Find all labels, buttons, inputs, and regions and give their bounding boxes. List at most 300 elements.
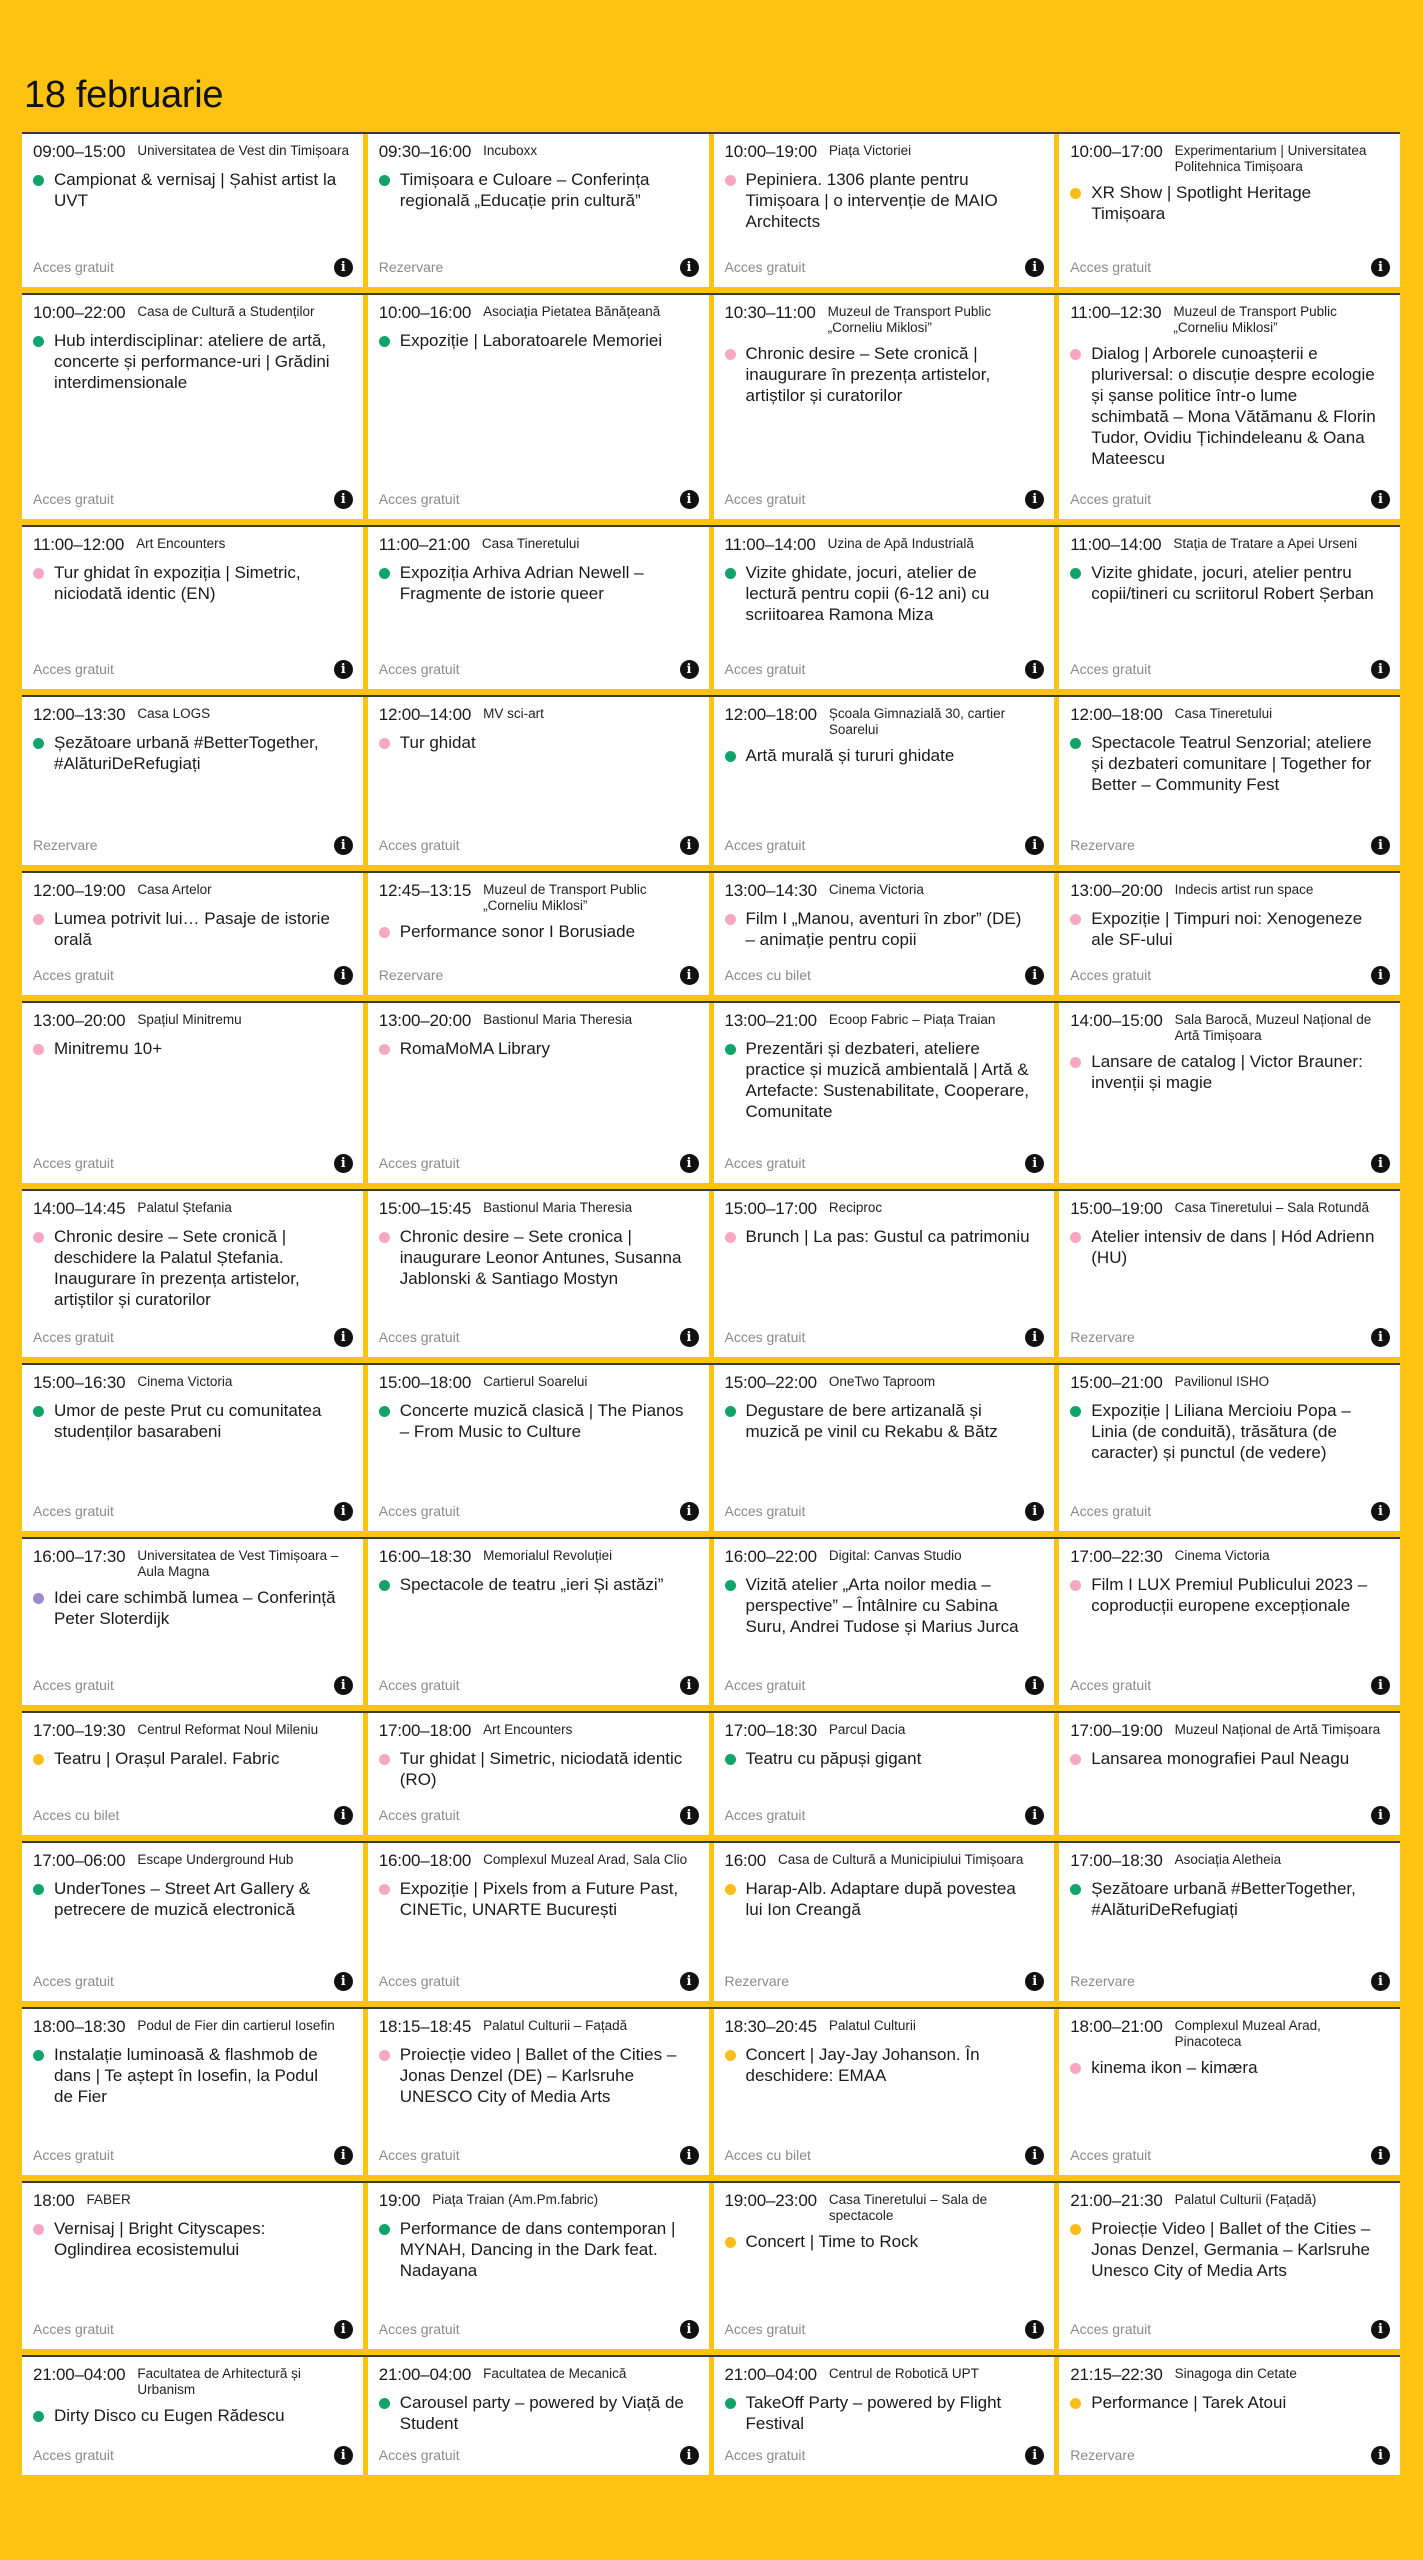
access-label: Rezervare <box>33 837 98 853</box>
event-card[interactable] <box>22 1003 363 1183</box>
event-title[interactable]: Concerte muzică clasică | The Pianos – From Music to Culture <box>399 1401 684 1441</box>
info-icon[interactable]: i <box>680 836 699 855</box>
event-title[interactable]: Spectacole Teatrul Senzorial; ateliere și dezbateri comunitare | Together for Better – Community Fest <box>1091 733 1372 794</box>
event-title-line <box>379 2044 699 2107</box>
event-title[interactable]: Performance | Tarek Atoui <box>1091 2393 1287 2412</box>
info-icon[interactable]: i <box>680 1502 699 1521</box>
access-label: Acces gratuit <box>33 2147 114 2163</box>
event-header <box>1070 1199 1390 1219</box>
event-card[interactable] <box>714 1713 1055 1835</box>
event-row <box>22 1711 1400 1835</box>
event-card[interactable] <box>714 2009 1055 2175</box>
event-header <box>379 1721 699 1741</box>
category-dot-icon <box>379 1232 390 1243</box>
event-title[interactable]: Proiecție Video | Ballet of the Cities – Jonas Denzel, Germania – Karlsruhe Unesco City of Media Arts <box>1091 2219 1371 2280</box>
event-venue: Casa LOGS <box>137 706 211 721</box>
event-card[interactable] <box>368 527 709 689</box>
event-header <box>725 1373 1045 1393</box>
event-title[interactable]: RomaMoMA Library <box>399 1039 550 1058</box>
info-icon[interactable]: i <box>680 1154 699 1173</box>
event-title[interactable]: Idei care schimbă lumea – Conferință Peter Sloterdijk <box>54 1588 336 1628</box>
event-title[interactable]: Expoziție | Timpuri noi: Xenogeneze ale SF-ului <box>1091 909 1363 949</box>
info-icon[interactable]: i <box>1371 1154 1390 1173</box>
info-icon[interactable]: i <box>1371 2446 1390 2465</box>
event-card[interactable] <box>1059 2183 1400 2349</box>
event-title[interactable]: Teatru cu păpuși gigant <box>745 1749 922 1768</box>
event-title-line <box>379 2218 699 2281</box>
event-card[interactable] <box>22 1191 363 1357</box>
event-title[interactable]: Tur ghidat în expoziția | Simetric, niciodată identic (EN) <box>54 563 301 603</box>
event-time: 18:30–20:45 <box>724 2017 817 2036</box>
event-row <box>22 1363 1400 1531</box>
event-title[interactable]: Timișoara e Culoare – Conferința regională „Educație prin cultură” <box>399 170 650 210</box>
event-title[interactable]: kinema ikon – kimæra <box>1091 2058 1258 2077</box>
info-icon[interactable]: i <box>334 966 353 985</box>
event-title[interactable]: Film I LUX Premiul Publicului 2023 – coproducții europene excepționale <box>1091 1575 1368 1615</box>
event-card[interactable] <box>714 1843 1055 2001</box>
event-venue: Sinagoga din Cetate <box>1174 2366 1297 2381</box>
event-title-line <box>33 562 353 604</box>
event-card[interactable] <box>1059 1365 1400 1531</box>
info-icon[interactable]: i <box>1371 1972 1390 1991</box>
info-icon[interactable]: i <box>1371 2320 1390 2339</box>
event-card[interactable] <box>368 1003 709 1183</box>
info-icon[interactable]: i <box>1025 1502 1044 1521</box>
info-icon[interactable]: i <box>680 1806 699 1825</box>
info-icon[interactable]: i <box>680 1328 699 1347</box>
event-header <box>1070 2365 1390 2385</box>
info-icon[interactable]: i <box>1025 2320 1044 2339</box>
access-label: Acces gratuit <box>724 1329 806 1345</box>
event-title-line <box>379 1226 699 1289</box>
info-icon[interactable]: i <box>1371 836 1390 855</box>
event-title[interactable]: Expoziție | Liliana Mercioiu Popa – Linia (de conduită), trăsătura (de caracter) și punctul (de vedere) <box>1091 1401 1351 1462</box>
event-header <box>379 881 699 914</box>
event-title[interactable]: Hub interdisciplinar: ateliere de artă, concerte și performance-uri | Grădini interdimensionale <box>54 331 330 392</box>
event-title[interactable]: Vizită atelier „Arta noilor media – perspective” – Întâlnire cu Sabina Suru, Andrei Tudose și Marius Jurca <box>745 1575 1019 1636</box>
event-venue: Palatul Ștefania <box>137 1200 232 1215</box>
event-title[interactable]: Tur ghidat | Simetric, niciodată identic (RO) <box>399 1749 683 1789</box>
event-card[interactable] <box>22 2357 363 2475</box>
info-icon[interactable]: i <box>680 660 699 679</box>
access-label: Rezervare <box>1070 837 1135 853</box>
event-title-line <box>725 2392 1045 2434</box>
event-venue: Casa Tineretului <box>481 536 580 551</box>
event-header <box>1070 1547 1390 1567</box>
event-header <box>725 1547 1045 1567</box>
event-header <box>1070 1851 1390 1871</box>
event-title[interactable]: Chronic desire – Sete cronică | inaugurare în prezența artistelor, artiștilor și curatorilor <box>745 344 991 405</box>
event-title[interactable]: Vizite ghidate, jocuri, atelier de lectură pentru copii (6-12 ani) cu scriitoarea Ramona Miza <box>745 563 990 624</box>
access-label: Acces gratuit <box>724 661 806 677</box>
info-icon[interactable]: i <box>1371 966 1390 985</box>
info-icon[interactable]: i <box>1371 1806 1390 1825</box>
event-title[interactable]: UnderTones – Street Art Gallery & petrecere de muzică electronică <box>54 1879 311 1919</box>
event-card[interactable] <box>368 2183 709 2349</box>
event-venue: Casa de Cultură a Studenților <box>137 304 315 319</box>
event-card[interactable] <box>368 134 709 287</box>
event-title[interactable]: Dirty Disco cu Eugen Rădescu <box>54 2406 285 2425</box>
event-card[interactable] <box>22 1713 363 1835</box>
event-title[interactable]: Expoziția Arhiva Adrian Newell – Fragmente de istorie queer <box>399 563 644 603</box>
access-label: Acces gratuit <box>378 2147 460 2163</box>
event-card[interactable] <box>22 2009 363 2175</box>
info-icon[interactable]: i <box>680 2446 699 2465</box>
event-title-line <box>725 2044 1045 2086</box>
event-title[interactable]: Artă murală și tururi ghidate <box>745 746 955 765</box>
event-time: 15:00–22:00 <box>724 1373 817 1392</box>
info-icon[interactable]: i <box>334 1328 353 1347</box>
event-time: 21:00–04:00 <box>724 2365 817 2384</box>
info-icon[interactable]: i <box>334 2320 353 2339</box>
info-icon[interactable]: i <box>1371 660 1390 679</box>
event-card[interactable] <box>714 1365 1055 1531</box>
event-title[interactable]: Atelier intensiv de dans | Hód Adrienn (HU) <box>1091 1227 1375 1267</box>
access-label: Acces gratuit <box>378 1329 460 1345</box>
event-card[interactable] <box>1059 1003 1400 1183</box>
event-title[interactable]: Performance sonor I Borusiade <box>399 922 636 941</box>
event-title[interactable]: Concert | Time to Rock <box>745 2232 919 2251</box>
event-time: 13:00–20:00 <box>33 1011 126 1030</box>
event-title[interactable]: Concert | Jay-Jay Johanson. În deschidere: EMAA <box>745 2045 980 2085</box>
event-card[interactable] <box>368 1365 709 1531</box>
category-dot-icon <box>1070 914 1081 925</box>
event-venue: Reciproc <box>828 1200 883 1215</box>
info-icon[interactable]: i <box>334 1972 353 1991</box>
event-header <box>725 1851 1045 1871</box>
event-title[interactable]: Spectacole de teatru „ieri Și astăzi” <box>399 1575 664 1594</box>
event-title[interactable]: Expoziție | Pixels from a Future Past, CINETic, UNARTE București <box>399 1879 679 1919</box>
event-title[interactable]: Vernisaj | Bright Cityscapes: Oglindirea ecosistemului <box>54 2219 266 2259</box>
access-label: Rezervare <box>724 1973 790 1989</box>
info-icon[interactable]: i <box>334 2446 353 2465</box>
event-card[interactable] <box>1059 873 1400 995</box>
category-dot-icon <box>379 738 390 749</box>
event-title[interactable]: Film I „Manou, aventuri în zbor” (DE) – animație pentru copii <box>745 909 1022 949</box>
event-card[interactable] <box>1059 1539 1400 1705</box>
event-title-line <box>1070 1748 1390 1769</box>
event-title[interactable]: Șezătoare urbană #BetterTogether, #AlăturiDeRefugiați <box>1091 1879 1356 1919</box>
event-time: 15:00–17:00 <box>724 1199 817 1218</box>
event-title[interactable]: Expoziție | Laboratoarele Memoriei <box>399 331 663 350</box>
info-icon[interactable]: i <box>1371 1676 1390 1695</box>
access-label: Acces gratuit <box>378 661 460 677</box>
info-icon[interactable]: i <box>334 1154 353 1173</box>
info-icon[interactable]: i <box>1371 258 1390 277</box>
event-venue: Casa de Cultură a Municipiului Timișoara <box>778 1852 1024 1867</box>
event-card[interactable] <box>714 2183 1055 2349</box>
event-title-line <box>379 169 699 211</box>
info-icon[interactable]: i <box>680 966 699 985</box>
event-time: 21:15–22:30 <box>1070 2365 1163 2384</box>
category-dot-icon <box>379 1044 390 1055</box>
event-card[interactable] <box>368 697 709 865</box>
event-header <box>379 535 699 555</box>
event-header <box>379 303 699 323</box>
event-card[interactable] <box>714 697 1055 865</box>
event-time: 15:00–21:00 <box>1070 1373 1163 1392</box>
event-title[interactable]: Lansare de catalog | Victor Brauner: invenții și magie <box>1091 1052 1363 1092</box>
event-header <box>33 1373 353 1393</box>
event-venue: Ecoop Fabric – Piața Traian <box>828 1012 996 1027</box>
event-title[interactable]: TakeOff Party – powered by Flight Festival <box>745 2393 1002 2433</box>
info-icon[interactable]: i <box>334 1676 353 1695</box>
event-card[interactable] <box>22 1539 363 1705</box>
info-icon[interactable]: i <box>1025 1676 1044 1695</box>
access-label: Acces gratuit <box>33 967 114 983</box>
event-venue: Centrul de Robotică UPT <box>828 2366 979 2381</box>
event-title[interactable]: Teatru | Orașul Paralel. Fabric <box>54 1749 280 1768</box>
event-venue: Complexul Muzeal Arad, Pinacoteca <box>1174 2018 1321 2049</box>
event-venue: Muzeul de Transport Public „Corneliu Miklosi” <box>483 882 647 913</box>
event-card[interactable] <box>368 873 709 995</box>
event-title[interactable]: Tur ghidat <box>399 733 476 752</box>
event-title-line <box>379 2392 699 2434</box>
event-header <box>1070 1721 1390 1741</box>
event-card[interactable] <box>22 295 363 519</box>
event-title[interactable]: Prezentări și dezbateri, ateliere practice și muzică ambientală | Artă & Artefacte: Sustenabilitate, Cooperare, Comunitate <box>745 1039 1029 1121</box>
event-title[interactable]: Brunch | La pas: Gustul ca patrimoniu <box>745 1227 1030 1246</box>
event-title-line <box>1070 2057 1390 2078</box>
info-icon[interactable]: i <box>680 2320 699 2339</box>
event-title[interactable]: Minitremu 10+ <box>54 1039 163 1058</box>
event-header <box>1070 535 1390 555</box>
event-title[interactable]: Vizite ghidate, jocuri, atelier pentru copii/tineri cu scriitorul Robert Șerban <box>1091 563 1374 603</box>
event-card[interactable] <box>714 527 1055 689</box>
event-card[interactable] <box>1059 697 1400 865</box>
event-venue: Cartierul Soarelui <box>483 1374 588 1389</box>
event-title-line <box>725 1226 1045 1247</box>
info-icon[interactable]: i <box>1025 490 1044 509</box>
info-icon[interactable]: i <box>1025 2446 1044 2465</box>
event-venue: Școala Gimnazială 30, cartier Soarelui <box>828 706 1006 737</box>
info-icon[interactable]: i <box>1025 1972 1044 1991</box>
event-title[interactable]: Campionat & vernisaj | Șahist artist la UVT <box>54 170 337 210</box>
event-card[interactable] <box>368 1713 709 1835</box>
event-time: 10:30–11:00 <box>724 303 816 322</box>
event-title-line <box>33 1878 353 1920</box>
event-title[interactable]: Șezătoare urbană #BetterTogether, #AlăturiDeRefugiați <box>54 733 319 773</box>
event-header <box>379 2017 699 2037</box>
event-venue: Palatul Culturii <box>828 2018 916 2033</box>
event-card[interactable] <box>368 295 709 519</box>
event-card[interactable] <box>22 134 363 287</box>
event-title-line <box>33 169 353 211</box>
event-card[interactable] <box>22 527 363 689</box>
info-icon[interactable]: i <box>334 1502 353 1521</box>
event-title-line <box>725 2231 1045 2252</box>
event-title[interactable]: Harap-Alb. Adaptare după povestea lui Ion Creangă <box>745 1879 1016 1919</box>
event-title-line <box>1070 343 1390 469</box>
event-card[interactable] <box>1059 1843 1400 2001</box>
access-label: Acces gratuit <box>33 1503 114 1519</box>
event-card[interactable] <box>1059 2357 1400 2475</box>
event-title[interactable]: Degustare de bere artizanală și muzică pe vinil cu Rekabu & Bătz <box>745 1401 998 1441</box>
event-title-line <box>725 1748 1045 1769</box>
event-header <box>379 2365 699 2385</box>
event-title[interactable]: Umor de peste Prut cu comunitatea studenților basarabeni <box>54 1401 322 1441</box>
info-icon[interactable]: i <box>1371 2146 1390 2165</box>
event-venue: Centrul Reformat Noul Mileniu <box>137 1722 319 1737</box>
access-label: Acces gratuit <box>724 1155 806 1171</box>
event-card[interactable] <box>22 2183 363 2349</box>
event-time: 16:00–22:00 <box>724 1547 817 1566</box>
event-title[interactable]: Performance de dans contemporan | MYNAH, Dancing in the Dark feat. Nadayana <box>399 2219 676 2280</box>
access-label: Acces gratuit <box>1070 967 1152 983</box>
info-icon[interactable]: i <box>1025 1154 1044 1173</box>
events-grid <box>22 132 1400 2481</box>
access-label: Acces gratuit <box>33 1329 114 1345</box>
event-venue: Memorialul Revoluției <box>483 1548 613 1563</box>
event-header <box>33 1851 353 1871</box>
event-title-line <box>379 732 699 753</box>
event-card[interactable] <box>714 1539 1055 1705</box>
info-icon[interactable]: i <box>1371 1328 1390 1347</box>
event-header <box>33 2191 353 2211</box>
event-card[interactable] <box>1059 527 1400 689</box>
info-icon[interactable]: i <box>334 490 353 509</box>
event-time: 17:00–18:30 <box>724 1721 817 1740</box>
event-card[interactable] <box>1059 1191 1400 1357</box>
event-card[interactable] <box>714 2357 1055 2475</box>
event-venue: Muzeul de Transport Public „Corneliu Miklosi” <box>1173 304 1337 335</box>
event-venue: Cinema Victoria <box>1174 1548 1270 1563</box>
event-time: 17:00–06:00 <box>33 1851 126 1870</box>
info-icon[interactable]: i <box>1025 660 1044 679</box>
category-dot-icon <box>33 175 44 186</box>
event-venue: Casa Tineretului – Sala de spectacole <box>828 2192 988 2223</box>
event-title-line <box>33 908 353 950</box>
event-card[interactable] <box>1059 2009 1400 2175</box>
event-title-line <box>725 745 1045 766</box>
event-card[interactable] <box>368 2009 709 2175</box>
info-icon[interactable]: i <box>334 2146 353 2165</box>
info-icon[interactable]: i <box>1025 1328 1044 1347</box>
event-venue: Asociația Aletheia <box>1174 1852 1282 1867</box>
event-title[interactable]: Proiecție video | Ballet of the Cities – Jonas Denzel (DE) – Karlsruhe UNESCO City of Media Arts <box>399 2045 677 2106</box>
access-label: Acces gratuit <box>1070 491 1152 507</box>
event-card[interactable] <box>368 1539 709 1705</box>
event-time: 15:00–19:00 <box>1070 1199 1163 1218</box>
event-card[interactable] <box>1059 134 1400 287</box>
event-title[interactable]: Instalație luminoasă & flashmob de dans | Te aștept în Iosefin, la Podul de Fier <box>54 2045 318 2106</box>
info-icon[interactable]: i <box>680 2146 699 2165</box>
category-dot-icon <box>1070 188 1081 199</box>
event-card[interactable] <box>22 697 363 865</box>
event-venue: MV sci-art <box>483 706 544 721</box>
event-card[interactable] <box>714 295 1055 519</box>
info-icon[interactable]: i <box>334 258 353 277</box>
event-time: 21:00–21:30 <box>1070 2191 1163 2210</box>
category-dot-icon <box>1070 1754 1081 1765</box>
event-card[interactable] <box>368 1843 709 2001</box>
access-label: Acces gratuit <box>378 1973 460 1989</box>
access-label: Rezervare <box>1070 1973 1135 1989</box>
event-time: 11:00–12:30 <box>1070 303 1162 322</box>
event-header <box>33 535 353 555</box>
event-card[interactable] <box>1059 295 1400 519</box>
info-icon[interactable]: i <box>1025 1806 1044 1825</box>
event-card[interactable] <box>1059 1713 1400 1835</box>
event-title[interactable]: Lansarea monografiei Paul Neagu <box>1091 1749 1350 1768</box>
event-card[interactable] <box>368 2357 709 2475</box>
category-dot-icon <box>379 1754 390 1765</box>
event-card[interactable] <box>22 1843 363 2001</box>
event-row <box>22 695 1400 865</box>
event-title-line <box>379 1400 699 1442</box>
info-icon[interactable]: i <box>1025 836 1044 855</box>
event-title[interactable]: Pepiniera. 1306 plante pentru Timișoara | o intervenție de MAIO Architects <box>745 170 998 231</box>
event-card[interactable] <box>714 1003 1055 1183</box>
event-header <box>725 2365 1045 2385</box>
info-icon[interactable]: i <box>680 490 699 509</box>
info-icon[interactable]: i <box>334 660 353 679</box>
category-dot-icon <box>33 1044 44 1055</box>
category-dot-icon <box>379 2398 390 2409</box>
access-label: Acces gratuit <box>1070 259 1152 275</box>
event-venue: Complexul Muzeal Arad, Sala Clio <box>483 1852 688 1867</box>
access-label: Rezervare <box>1070 1329 1135 1345</box>
event-venue: Facultatea de Mecanică <box>483 2366 627 2381</box>
category-dot-icon <box>33 914 44 925</box>
info-icon[interactable]: i <box>680 258 699 277</box>
event-card[interactable] <box>22 873 363 995</box>
event-title-line <box>1070 2218 1390 2281</box>
info-icon[interactable]: i <box>1025 258 1044 277</box>
category-dot-icon <box>379 2050 390 2061</box>
info-icon[interactable]: i <box>1371 490 1390 509</box>
event-title-line <box>33 330 353 393</box>
access-label: Rezervare <box>1070 2447 1135 2463</box>
access-label: Acces gratuit <box>33 2321 114 2337</box>
event-title[interactable]: Dialog | Arborele cunoașterii e pluriversal: o discuție despre ecologie și șanse politice într-o lume schimbată – Mona Vătămanu & Florin Tudor, Ovidiu Țichindeleanu & Oana Mateescu <box>1091 344 1376 468</box>
event-title[interactable]: Carousel party – powered by Viață de Student <box>399 2393 684 2433</box>
category-dot-icon <box>1070 568 1081 579</box>
event-card[interactable] <box>22 1365 363 1531</box>
info-icon[interactable]: i <box>680 1676 699 1695</box>
event-title-line <box>379 1878 699 1920</box>
info-icon[interactable]: i <box>334 836 353 855</box>
event-title[interactable]: Chronic desire – Sete cronica | inaugurare Leonor Antunes, Susanna Jablonski & Santiago Mostyn <box>399 1227 682 1288</box>
event-time: 09:30–16:00 <box>378 142 472 161</box>
event-card[interactable] <box>714 873 1055 995</box>
event-title[interactable]: XR Show | Spotlight Heritage Timișoara <box>1091 183 1312 223</box>
event-title-line <box>33 1587 353 1629</box>
event-title[interactable]: Lumea potrivit lui… Pasaje de istorie orală <box>54 909 330 949</box>
category-dot-icon <box>33 1232 44 1243</box>
access-label: Acces gratuit <box>33 491 114 507</box>
info-icon[interactable]: i <box>1371 1502 1390 1521</box>
event-title-line <box>33 2044 353 2107</box>
event-title[interactable]: Chronic desire – Sete cronică | deschidere la Palatul Ștefania. Inaugurare în prezența artistelor, artiștilor și curatorilor <box>54 1227 300 1309</box>
event-card[interactable] <box>714 1191 1055 1357</box>
event-title-line <box>1070 1878 1390 1920</box>
info-icon[interactable]: i <box>680 1972 699 1991</box>
event-title-line <box>379 1748 699 1790</box>
event-venue: Podul de Fier din cartierul Iosefin <box>137 2018 335 2033</box>
event-card[interactable] <box>714 134 1055 287</box>
event-venue: Universitatea de Vest din Timișoara <box>137 143 349 158</box>
event-time: 11:00–12:00 <box>33 535 125 554</box>
access-label: Acces gratuit <box>378 1807 460 1823</box>
info-icon[interactable]: i <box>1025 966 1044 985</box>
event-card[interactable] <box>368 1191 709 1357</box>
info-icon[interactable]: i <box>334 1806 353 1825</box>
event-venue: Sala Barocă, Muzeul Național de Artă Timișoara <box>1174 1012 1372 1043</box>
category-dot-icon <box>33 1593 44 1604</box>
info-icon[interactable]: i <box>1025 2146 1044 2165</box>
event-venue: FABER <box>86 2192 131 2207</box>
